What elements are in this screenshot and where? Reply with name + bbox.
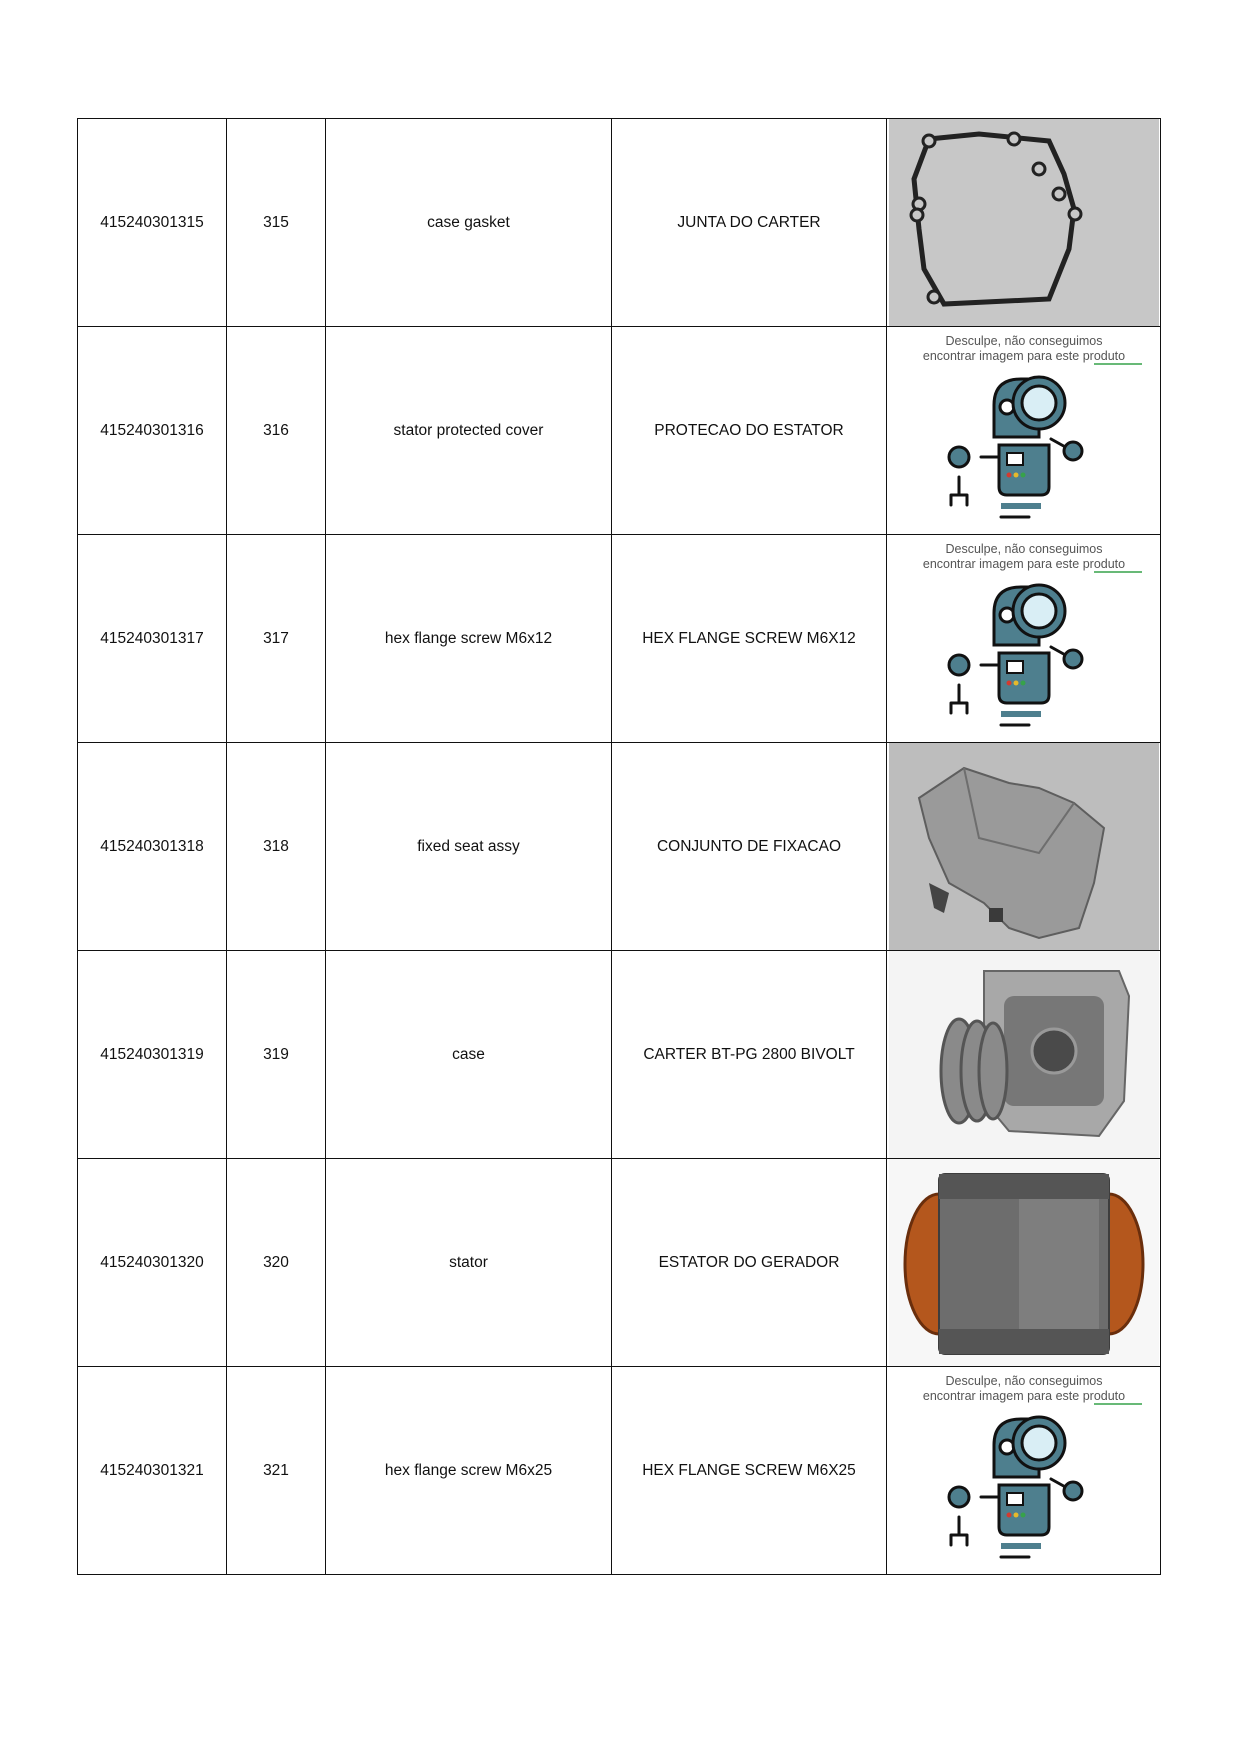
description-pt: HEX FLANGE SCREW M6X25 — [612, 1367, 887, 1575]
description-en: case — [326, 951, 612, 1159]
position-number: 321 — [227, 1367, 326, 1575]
description-pt: CONJUNTO DE FIXACAO — [612, 743, 887, 951]
product-image-cell — [887, 1367, 1161, 1575]
part-code: 415240301316 — [78, 327, 227, 535]
description-en: case gasket — [326, 119, 612, 327]
description-en: hex flange screw M6x25 — [326, 1367, 612, 1575]
case-photo — [889, 951, 1159, 1158]
product-image-cell — [887, 535, 1161, 743]
description-pt: HEX FLANGE SCREW M6X12 — [612, 535, 887, 743]
table-row — [78, 119, 1161, 327]
table-row — [78, 535, 1161, 743]
description-pt: ESTATOR DO GERADOR — [612, 1159, 887, 1367]
table-row — [78, 327, 1161, 535]
no-image-placeholder — [889, 327, 1159, 534]
position-number: 319 — [227, 951, 326, 1159]
description-en: stator protected cover — [326, 327, 612, 535]
description-pt: PROTECAO DO ESTATOR — [612, 327, 887, 535]
part-code: 415240301317 — [78, 535, 227, 743]
placeholder-line2 — [922, 349, 1124, 363]
part-code: 415240301318 — [78, 743, 227, 951]
position-number: 316 — [227, 327, 326, 535]
part-code: 415240301320 — [78, 1159, 227, 1367]
description-en: fixed seat assy — [326, 743, 612, 951]
part-code: 415240301321 — [78, 1367, 227, 1575]
gasket-photo — [889, 119, 1159, 326]
placeholder-line1: Desculpe, não conseguimos — [944, 334, 1103, 348]
placeholder-line2 — [922, 557, 1124, 571]
placeholder-link: produto — [1082, 557, 1125, 571]
table-row — [78, 743, 1161, 951]
part-code: 415240301315 — [78, 119, 227, 327]
robot-icon — [949, 585, 1082, 725]
position-number: 318 — [227, 743, 326, 951]
bracket-photo — [889, 743, 1159, 950]
placeholder-line2-prefix: encontrar imagem para este — [922, 1389, 1079, 1403]
placeholder-link: produto — [1082, 349, 1125, 363]
position-number: 320 — [227, 1159, 326, 1367]
robot-icon — [949, 377, 1082, 517]
description-en: hex flange screw M6x12 — [326, 535, 612, 743]
product-image-cell — [887, 951, 1161, 1159]
position-number: 317 — [227, 535, 326, 743]
placeholder-link: produto — [1082, 1389, 1125, 1403]
parts-table — [77, 118, 1161, 1575]
placeholder-line2-prefix: encontrar imagem para este — [922, 557, 1079, 571]
product-image-cell — [887, 1159, 1161, 1367]
placeholder-line1: Desculpe, não conseguimos — [944, 1374, 1103, 1388]
product-image-cell — [887, 743, 1161, 951]
robot-icon — [949, 1417, 1082, 1557]
table-row — [78, 1159, 1161, 1367]
no-image-placeholder — [889, 535, 1159, 742]
description-pt: JUNTA DO CARTER — [612, 119, 887, 327]
table-row — [78, 1367, 1161, 1575]
stator-photo — [889, 1159, 1159, 1366]
product-image-cell — [887, 327, 1161, 535]
description-pt: CARTER BT-PG 2800 BIVOLT — [612, 951, 887, 1159]
no-image-placeholder — [889, 1367, 1159, 1574]
placeholder-line2 — [922, 1389, 1124, 1403]
product-image-cell — [887, 119, 1161, 327]
description-en: stator — [326, 1159, 612, 1367]
placeholder-line1: Desculpe, não conseguimos — [944, 542, 1103, 556]
part-code: 415240301319 — [78, 951, 227, 1159]
table-row — [78, 951, 1161, 1159]
placeholder-line2-prefix: encontrar imagem para este — [922, 349, 1079, 363]
position-number: 315 — [227, 119, 326, 327]
